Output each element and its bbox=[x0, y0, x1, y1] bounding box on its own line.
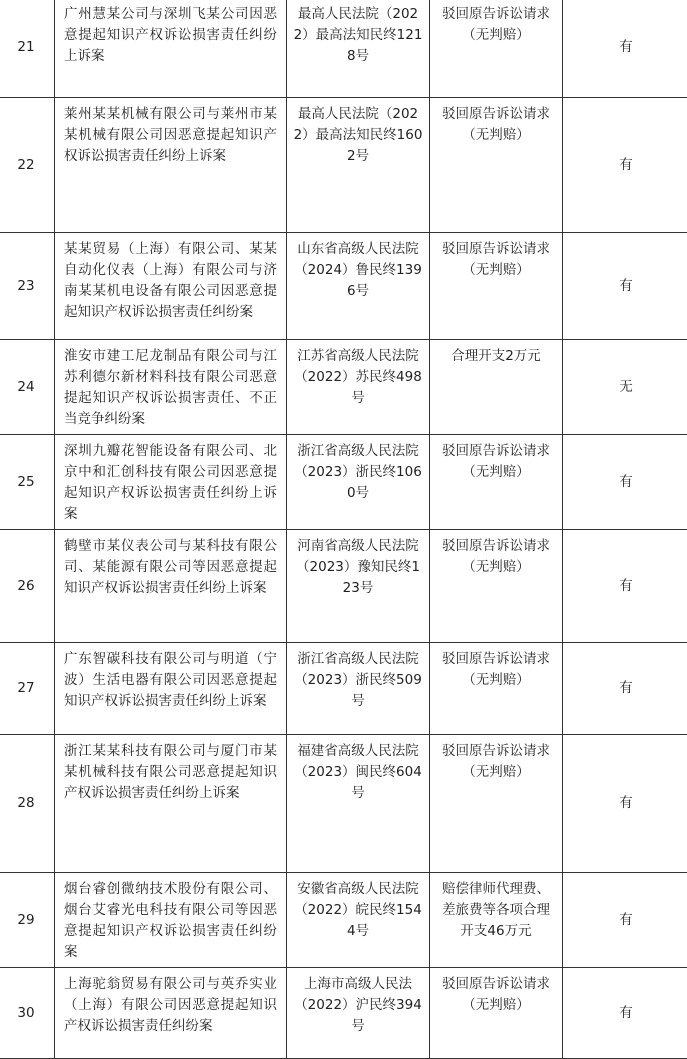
court-case-number: 浙江省高级人民法院（2023）浙民终1060号 bbox=[287, 435, 430, 530]
row-number: 23 bbox=[0, 233, 55, 340]
table-row bbox=[0, 643, 687, 735]
table-row bbox=[0, 340, 687, 435]
row-number: 28 bbox=[0, 735, 55, 873]
judgment-result: 驳回原告诉讼请求（无判赔） bbox=[430, 98, 563, 233]
judgment-result: 驳回原告诉讼请求（无判赔） bbox=[430, 530, 563, 643]
court-case-number: 最高人民法院（2022）最高法知民终1218号 bbox=[287, 0, 430, 98]
status-mark: 有 bbox=[563, 873, 687, 968]
table-row bbox=[0, 873, 687, 968]
status-mark: 无 bbox=[563, 340, 687, 435]
judgment-result: 赔偿律师代理费、差旅费等各项合理开支46万元 bbox=[430, 873, 563, 968]
row-number: 26 bbox=[0, 530, 55, 643]
case-name: 淮安市建工尼龙制品有限公司与江苏利德尔新材料科技有限公司恶意提起知识产权诉讼损害责任、不正当竞争纠纷案 bbox=[55, 340, 287, 435]
case-name: 广东智碳科技有限公司与明道（宁波）生活电器有限公司因恶意提起知识产权诉讼损害责任纠纷上诉案 bbox=[55, 643, 287, 735]
judgment-result: 驳回原告诉讼请求（无判赔） bbox=[430, 735, 563, 873]
court-case-number: 安徽省高级人民法院（2022）皖民终1544号 bbox=[287, 873, 430, 968]
row-number: 29 bbox=[0, 873, 55, 968]
case-name: 广州慧某公司与深圳飞某公司因恶意提起知识产权诉讼损害责任纠纷上诉案 bbox=[55, 0, 287, 98]
case-name: 鹤壁市某仪表公司与某科技有限公司、某能源有限公司等因恶意提起知识产权诉讼损害责任纠纷上诉案 bbox=[55, 530, 287, 643]
row-number: 30 bbox=[0, 968, 55, 1059]
table-row bbox=[0, 0, 687, 98]
court-case-number: 最高人民法院（2022）最高法知民终1602号 bbox=[287, 98, 430, 233]
status-mark: 有 bbox=[563, 530, 687, 643]
table-row bbox=[0, 968, 687, 1059]
court-case-number: 福建省高级人民法院（2023）闽民终604号 bbox=[287, 735, 430, 873]
row-number: 24 bbox=[0, 340, 55, 435]
status-mark: 有 bbox=[563, 0, 687, 98]
row-number: 25 bbox=[0, 435, 55, 530]
court-case-number: 浙江省高级人民法院（2023）浙民终509号 bbox=[287, 643, 430, 735]
case-name: 浙江某某科技有限公司与厦门市某某机械科技有限公司恶意提起知识产权诉讼损害责任纠纷上诉案 bbox=[55, 735, 287, 873]
status-mark: 有 bbox=[563, 968, 687, 1059]
table-row bbox=[0, 530, 687, 643]
court-case-number: 江苏省高级人民法院（2022）苏民终498号 bbox=[287, 340, 430, 435]
status-mark: 有 bbox=[563, 643, 687, 735]
judgment-result: 驳回原告诉讼请求（无判赔） bbox=[430, 643, 563, 735]
case-name: 某某贸易（上海）有限公司、某某自动化仪表（上海）有限公司与济南某某机电设备有限公司因恶意提起知识产权诉讼损害责任纠纷案 bbox=[55, 233, 287, 340]
judgment-result: 合理开支2万元 bbox=[430, 340, 563, 435]
judgment-result: 驳回原告诉讼请求（无判赔） bbox=[430, 435, 563, 530]
status-mark: 有 bbox=[563, 735, 687, 873]
case-name: 深圳九瓣花智能设备有限公司、北京中和汇创科技有限公司因恶意提起知识产权诉讼损害责任纠纷上诉案 bbox=[55, 435, 287, 530]
judgment-result: 驳回原告诉讼请求（无判赔） bbox=[430, 968, 563, 1059]
judgment-result: 驳回原告诉讼请求（无判赔） bbox=[430, 233, 563, 340]
court-case-number: 山东省高级人民法院（2024）鲁民终1396号 bbox=[287, 233, 430, 340]
table-row bbox=[0, 233, 687, 340]
table-row bbox=[0, 735, 687, 873]
status-mark: 有 bbox=[563, 435, 687, 530]
case-name: 莱州某某机械有限公司与莱州市某某机械有限公司因恶意提起知识产权诉讼损害责任纠纷上诉案 bbox=[55, 98, 287, 233]
row-number: 22 bbox=[0, 98, 55, 233]
court-case-number: 上海市高级人民法（2022）沪民终394号 bbox=[287, 968, 430, 1059]
case-name: 上海驼翁贸易有限公司与英乔实业（上海）有限公司因恶意提起知识产权诉讼损害责任纠纷案 bbox=[55, 968, 287, 1059]
status-mark: 有 bbox=[563, 233, 687, 340]
status-mark: 有 bbox=[563, 98, 687, 233]
judgment-result: 驳回原告诉讼请求（无判赔） bbox=[430, 0, 563, 98]
case-name: 烟台睿创微纳技术股份有限公司、烟台艾睿光电科技有限公司等因恶意提起知识产权诉讼损害责任纠纷案 bbox=[55, 873, 287, 968]
row-number: 21 bbox=[0, 0, 55, 98]
row-number: 27 bbox=[0, 643, 55, 735]
court-case-number: 河南省高级人民法院（2023）豫知民终123号 bbox=[287, 530, 430, 643]
table-row bbox=[0, 98, 687, 233]
table-row bbox=[0, 435, 687, 530]
